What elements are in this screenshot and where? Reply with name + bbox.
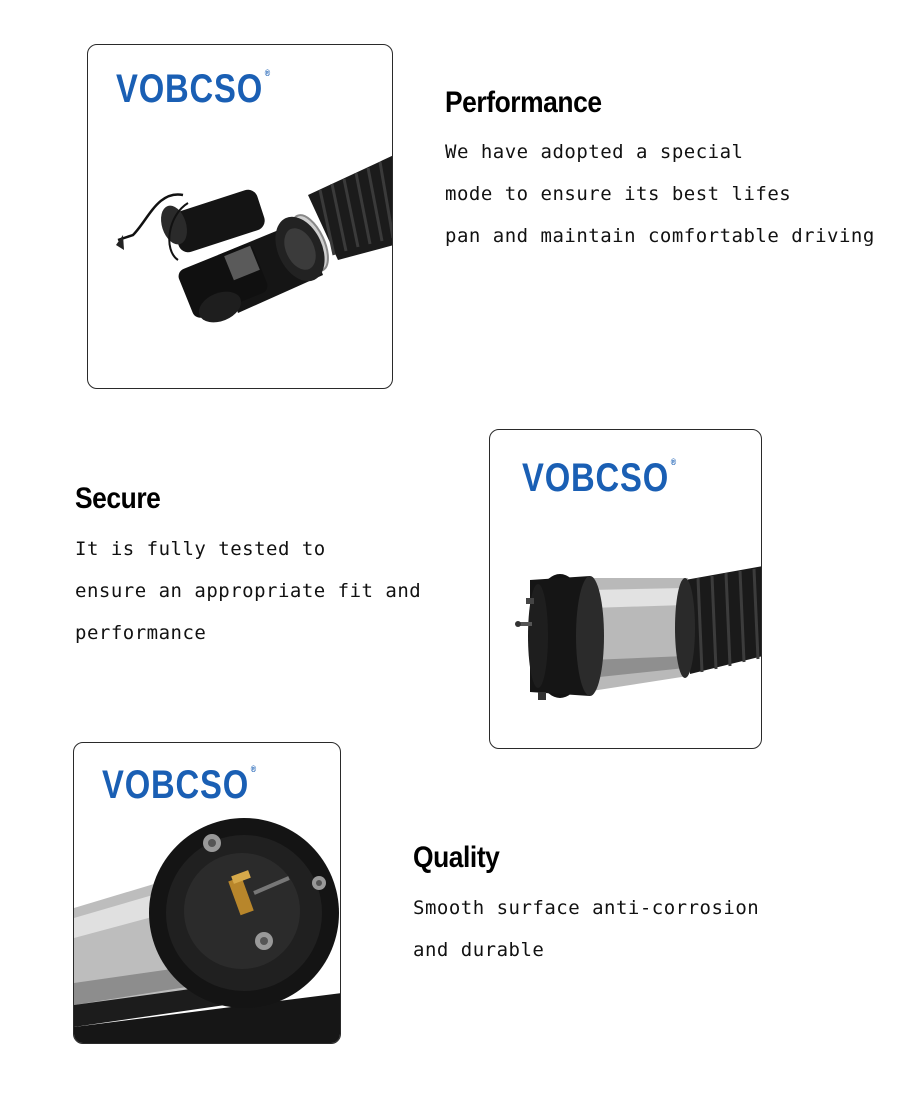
product-image-card-2 — [489, 429, 762, 749]
air-strut-compressor-image — [88, 45, 393, 389]
text-line: ensure an appropriate fit and — [75, 580, 422, 602]
brand-logo: VOBCSO ® — [116, 67, 271, 111]
text-line: It is fully tested to — [75, 538, 326, 560]
section-title-quality: Quality — [413, 841, 500, 874]
section-text-secure — [75, 528, 421, 654]
brand-logo: VOBCSO ® — [102, 763, 257, 807]
text-line: pan and maintain comfortable driving — [445, 225, 875, 247]
text-line: and durable — [413, 939, 545, 961]
text-line: mode to ensure its best lifes — [445, 183, 792, 205]
brand-logo: VOBCSO ® — [522, 456, 677, 500]
air-spring-side-image — [490, 430, 762, 749]
product-image-card-1 — [87, 44, 393, 389]
air-spring-top-mount-image — [74, 743, 341, 1044]
section-text-quality — [413, 887, 759, 971]
section-title-performance: Performance — [445, 86, 602, 119]
text-line: Smooth surface anti-corrosion — [413, 897, 760, 919]
text-line: We have adopted a special — [445, 141, 744, 163]
section-text-performance — [445, 131, 875, 257]
text-line: performance — [75, 622, 207, 644]
section-title-secure: Secure — [75, 482, 161, 515]
product-image-card-3 — [73, 742, 341, 1044]
